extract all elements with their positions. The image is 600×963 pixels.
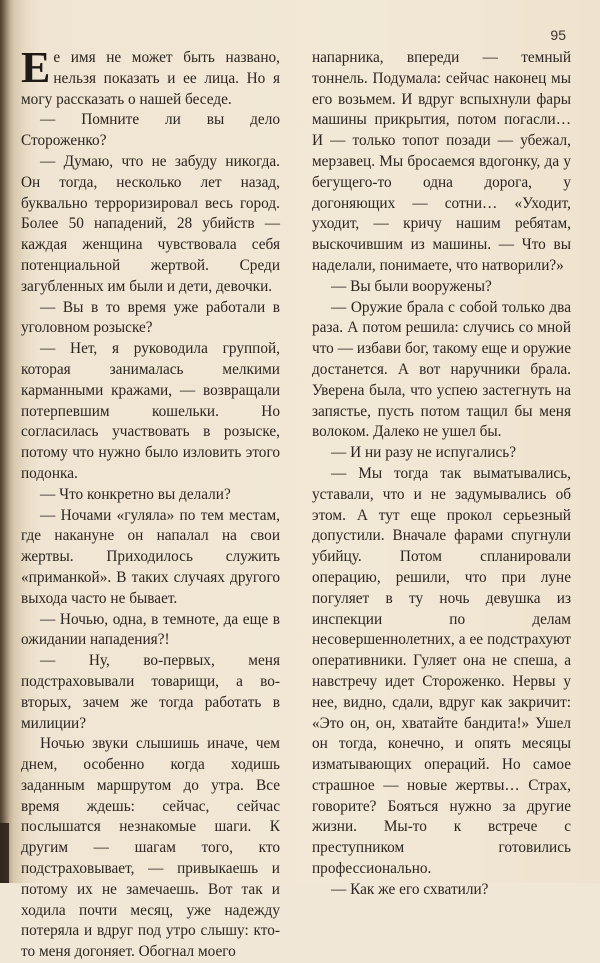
paragraph: напарника, впереди — темный тоннель. Подумала: сейчас наконец мы его возьмем. И вдруг вспыхнули фары машины прикрытия, потом погасли… И — только топот позади — убежал, мерзавец. Мы бросаемся вдогонку, да у бегущего-то одна дорога, у догоняющих — сотни… «Уходит, уходит, — кричу нашим ребятам, выскочившим из машины. — Что вы наделали, понимаете, что натворили?» <box>312 49 571 274</box>
right-column <box>312 48 571 901</box>
book-spine-shadow <box>0 823 9 883</box>
left-column <box>21 43 280 963</box>
paragraph-text: е имя не может быть названо, нельзя показать и ее лица. Но я могу рассказать о нашей беседе. <box>21 49 280 108</box>
page-number: 95 <box>550 27 566 43</box>
paragraph: — Ночами «гуляла» по тем местам, где накануне он напалал на свои жертвы. Приходилось служить «приманкой». В таких случаях другого выхода часто не бывает. <box>21 506 280 607</box>
paragraph: — Вы были вооружены? <box>331 277 492 295</box>
paragraph <box>21 43 280 110</box>
paragraph: — Думаю, что не забуду никогда. Он тогда, несколько лет назад, буквально терроризировал весь город. Более 50 нападений, 28 убийств — каждая женщина чувствовала себя потенциальной жертвой. Среди загубленных им были и дети, девочки. <box>21 152 280 295</box>
paragraph: — Помните ли вы дело Стороженко? <box>21 111 280 150</box>
paragraph: — Нет, я руководила группой, которая занималась мелкими карманными кражами, — возвращали потерпевшим кошельки. Но согласилась участвовать в розыске, потому что нужно было изловить этого подонка. <box>21 340 280 482</box>
paragraph: — Вы в то время уже работали в уголовном розыске? <box>21 298 280 337</box>
paragraph: — Что конкретно вы делали? <box>40 485 231 503</box>
drop-cap: Е <box>21 43 51 92</box>
paragraph: Ночью звуки слышишь иначе, чем днем, особенно когда ходишь заданным маршрутом до утра. Все время ждешь: сейчас, сейчас послышатся незнакомые шаги. К другим — шагам того, кто подстраховывает, — привыкаешь и потому их не замечаешь. Вот так и ходила почти месяц, уже надежду потеряла и вдруг под утро слышу: кто-то меня догоняет. Обогнал моего <box>21 735 280 961</box>
paragraph: — Ну, во-первых, меня подстраховывали товарищи, а во-вторых, зачем же тогда работать в милиции? <box>21 652 280 732</box>
paragraph: — Мы тогда так выматывались, уставали, что и не задумывались об этом. А тут еще прокол серьезный допустили. Вначале фарами спугнули убийцу. Потом спланировали операцию, решили, что при луне погуляет в ту ночь девушка из инспекции по делам несовершеннолетних, а ее подстрахуют оперативники. Гуляет она не спеша, а навстречу идет Стороженко. Нервы у нее, видно, сдали, вдруг как закричит: «Это он, он, хватайте бандита!» Ушел он тогда, конечно, и опять месяцы изматывающих операций. Но самое страшное — новые жертвы… Страх, говорите? Бояться нужно за другие жизни. Мы-то к встрече с преступником готовились профессионально. <box>312 464 571 878</box>
paragraph: — Оружие брала с собой только два раза. А потом решила: случись со мной что — избави бог, такому еще и оружие достанется. А вот наручники брала. Уверена была, что успею застегнуть на запястье, пусть потом тащил бы меня волоком. Далеко не ушел бы. <box>312 298 571 441</box>
paragraph: — Как же его схватили? <box>331 880 489 898</box>
paragraph: — И ни разу не испугались? <box>331 444 517 462</box>
paragraph: — Ночью, одна, в темноте, да еще в ожидании нападения?! <box>21 610 280 649</box>
